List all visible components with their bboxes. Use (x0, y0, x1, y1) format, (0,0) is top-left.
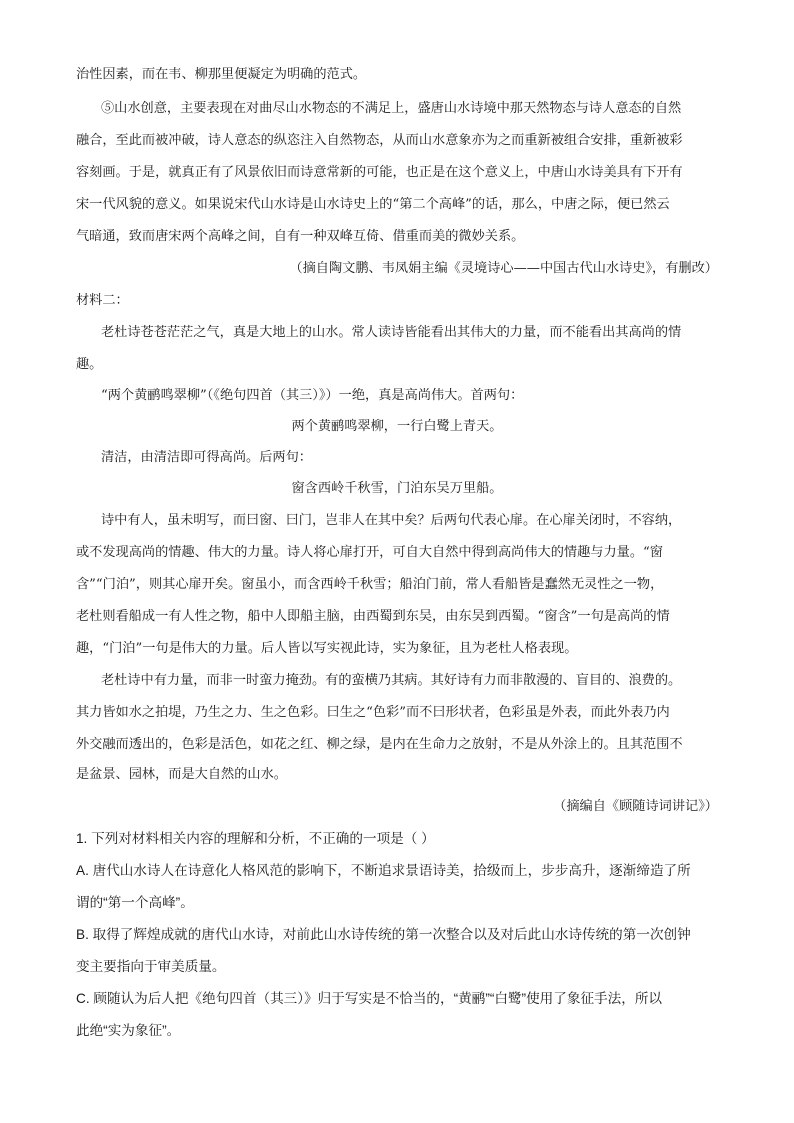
paragraph-line: 外交融而透出的，色彩是活色，如花之红、柳之绿，是内在生命力之放射，不是从外涂上的。且其范围不 (76, 737, 683, 752)
paragraph-line: ⑤山水创意，主要表现在对曲尽山水物态的不满足上，盛唐山水诗境中那天然物态与诗人意态的自然 (101, 101, 682, 116)
source-citation: （摘编自《顾随诗词讲记》） (553, 799, 718, 814)
option-b-cont: 变主要指向于审美质量。 (76, 959, 226, 974)
section-heading: 材料二： (76, 293, 129, 308)
paragraph-line: 老杜则看船成一有人性之物，船中人即船主脑，由西蜀到东吴，由东吴到西蜀。“窗含”一句是高尚的情 (76, 609, 670, 624)
option-a: A. 唐代山水诗人在诗意化人格风范的影响下，不断追求景语诗美，拾级而上，步步高升，逐渐缔造了所 (76, 863, 691, 878)
paragraph-line: 宋一代风貌的意义。如果说宋代山水诗是山水诗史上的“第二个高峰”的话，那么，中唐之际，便已然云 (76, 197, 670, 212)
paragraph-line: 含”“门泊”，则其心扉开矣。窗虽小，而含西岭千秋雪；船泊门前，常人看船皆是蠢然无灵性之一物， (76, 577, 664, 592)
option-a-cont: 谓的“第一个高峰”。 (76, 895, 194, 910)
poem-line: 两个黄鹂鸣翠柳，一行白鹭上青天。 (291, 419, 503, 434)
paragraph-line: 清洁，由清洁即可得高尚。后两句： (101, 450, 312, 465)
poem-line: 窗含西岭千秋雪，门泊东吴万里船。 (291, 481, 503, 496)
option-c: C. 顾随认为后人把《绝句四首（其三）》归于写实是不恰当的，“黄鹂”“白鹭”使用了象征手法，所以 (76, 991, 663, 1006)
paragraph-line: 治性因素，而在韦、柳那里便凝定为明确的范式。 (76, 67, 367, 82)
source-citation: （摘自陶文鹏、韦凤娟主编《灵境诗心——中国古代山水诗史》，有删改） (289, 261, 718, 276)
paragraph-line: 诗中有人，虽未明写，而曰窗、曰门，岂非人在其中矣？后两句代表心扉。在心扉关闭时，不容纳， (101, 513, 682, 528)
paragraph-line: 或不发现高尚的情趣、伟大的力量。诗人将心扉打开，可自大自然中得到高尚伟大的情趣与力量。“窗 (76, 545, 663, 560)
paragraph-line: “两个黄鹂鸣翠柳”（《绝句四首（其三）》）一绝，真是高尚伟大。首两句： (101, 388, 524, 403)
paragraph-line: 其力皆如水之拍堤，乃生之力、生之色彩。曰生之“色彩”而不曰形状者，色彩虽是外表，而此外表乃内 (76, 705, 670, 720)
paragraph-line: 趣，“门泊”一句是伟大的力量。后人皆以写实视此诗，实为象征，且为老杜人格表现。 (76, 641, 578, 656)
paragraph-line: 气暗通，致而唐宋两个高峰之间，自有一种双峰互倚、借重而美的微妙关系。 (76, 229, 525, 244)
question-stem: 1. 下列对材料相关内容的理解和分析，不正确的一项是（ ） (76, 831, 435, 846)
paragraph-line: 老杜诗苍苍茫茫之气，真是大地上的山水。常人读诗皆能看出其伟大的力量，而不能看出其高尚的情 (101, 325, 682, 340)
paragraph-line: 容刻画。于是，就真正有了风景依旧而诗意常新的可能，也正是在这个意义上，中唐山水诗美具有下开有 (76, 165, 683, 180)
paragraph-line: 老杜诗中有力量，而非一时蛮力掩劲。有的蛮横乃其病。其好诗有力而非散漫的、盲目的、浪费的。 (101, 673, 682, 688)
paragraph-line: 是盆景、园林，而是大自然的山水。 (76, 767, 287, 782)
option-b: B. 取得了辉煌成就的唐代山水诗，对前此山水诗传统的第一次整合以及对后此山水诗传统的第一次创钟 (76, 927, 691, 942)
option-c-cont: 此绝“实为象征”。 (76, 1023, 181, 1038)
paragraph-line: 融合，至此而被冲破，诗人意态的纵恣注入自然物态，从而山水意象亦为之而重新被组合安排，重新被彩 (76, 133, 683, 148)
paragraph-line: 趣。 (76, 357, 103, 372)
